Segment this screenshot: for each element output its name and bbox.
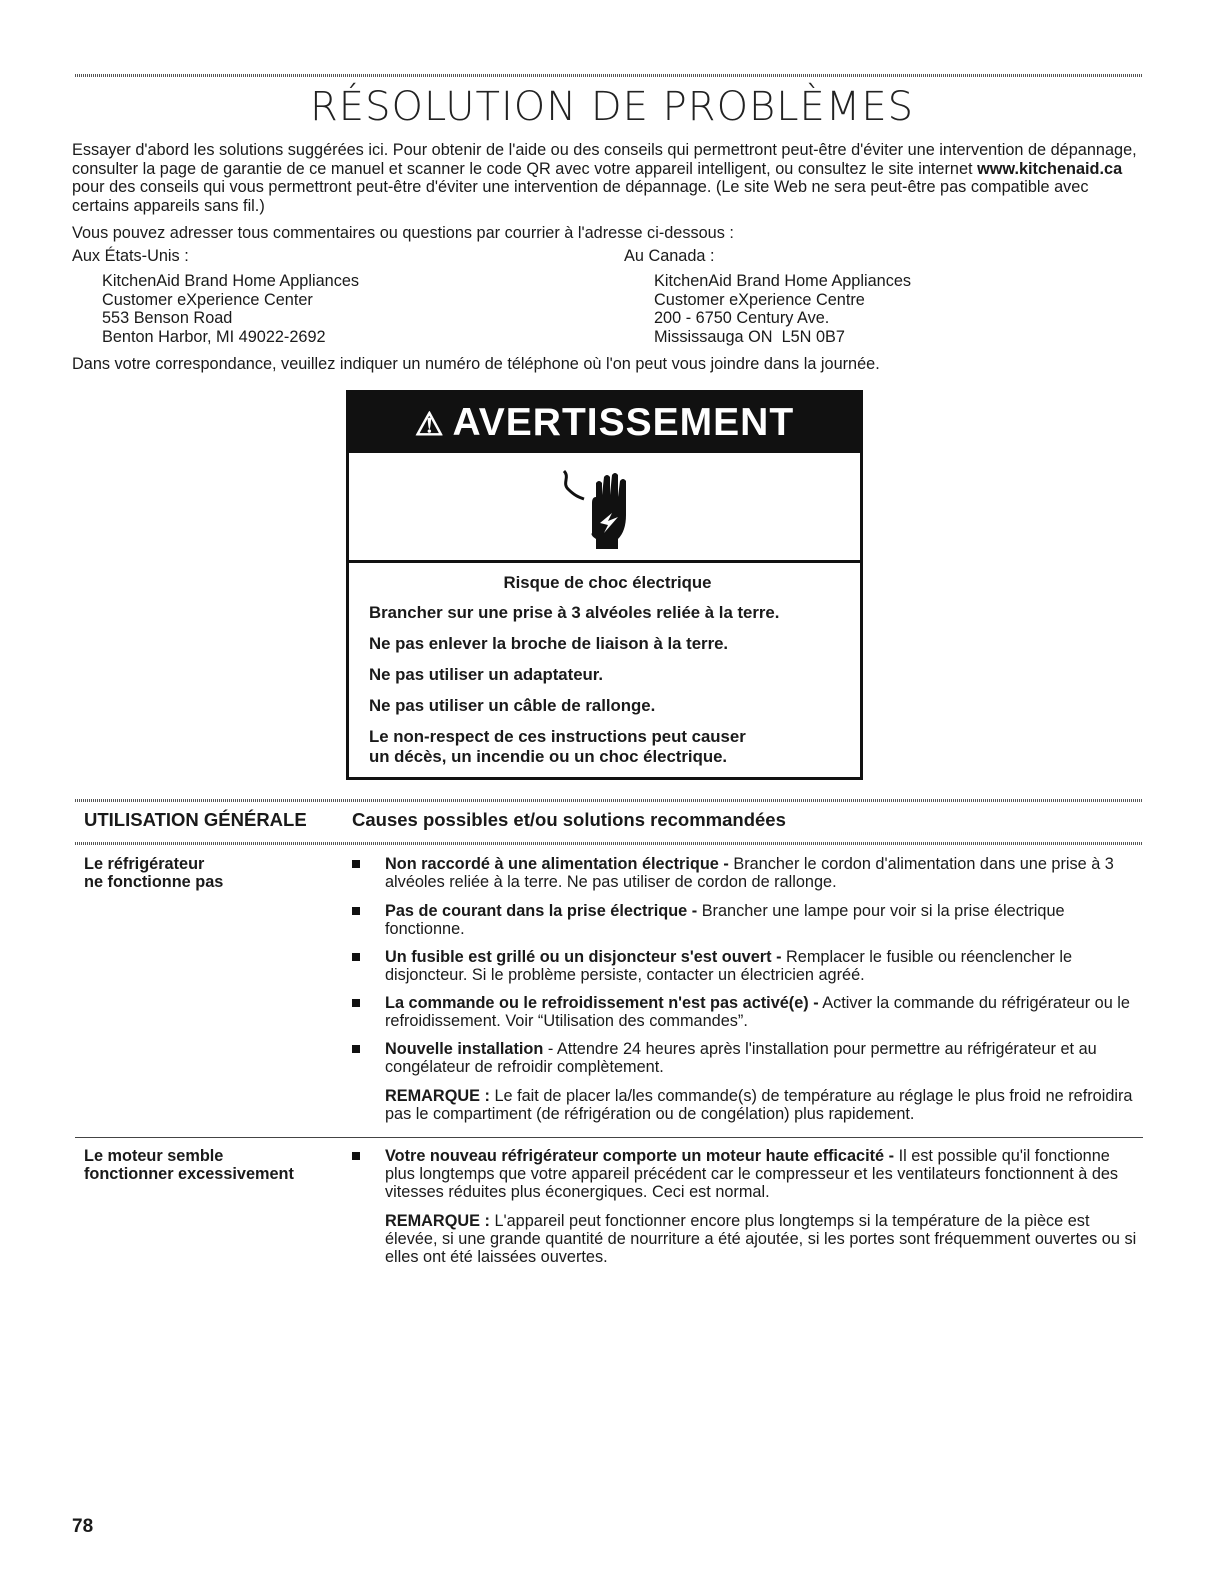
problem-label: Le réfrigérateur ne fonctionne pas xyxy=(84,855,224,891)
intro-paragraph: Essayer d'abord les solutions suggérées ici. Pour obtenir de l'aide ou des conseils qui permettront peut-être d'éviter une intervention de dépannage, consulter la page de garantie de ce manuel et scanner le code QR avec votre appareil intelligent, ou consultez le site internet www.kitchenaid.ca pour des conseils qui vous permettront peut-être d'éviter une intervention de dépannage. (Le site Web ne sera peut-être pas compatible avec certains appareils sans fil.) xyxy=(72,141,1137,215)
warning-box xyxy=(346,390,863,780)
solution-item: Un fusible est grillé ou un disjoncteur s'est ouvert - Remplacer le fusible ou réenclencher le disjoncteur. Si le problème persiste, contacter un électricien agréé. xyxy=(385,948,1073,984)
top-rule xyxy=(75,74,1143,77)
correspondence-paragraph: Dans votre correspondance, veuillez indiquer un numéro de téléphone où l'on peut vous joindre dans la journée. xyxy=(72,355,880,373)
warning-line: Ne pas utiliser un adaptateur. xyxy=(369,665,604,684)
problem-label: Le moteur semble fonctionner excessivement xyxy=(84,1147,294,1183)
solution-item: Pas de courant dans la prise électrique - Brancher une lampe pour voir si la prise électrique fonctionne. xyxy=(385,902,1065,938)
warning-triangle-icon: ⚠ xyxy=(414,406,445,442)
warning-line: Ne pas utiliser un câble de rallonge. xyxy=(369,696,656,715)
warning-line: Le non-respect de ces instructions peut causer xyxy=(369,727,746,746)
bullet xyxy=(352,953,360,961)
mail-paragraph: Vous pouvez adresser tous commentaires ou questions par courrier à l'adresse ci-dessous : xyxy=(72,224,734,242)
row-divider xyxy=(75,1137,1143,1138)
warning-risk-title: Risque de choc électrique xyxy=(503,573,712,592)
warning-line: Brancher sur une prise à 3 alvéoles reliée à la terre. xyxy=(369,603,780,622)
warning-line: un décès, un incendie ou un choc électrique. xyxy=(369,747,728,766)
note: REMARQUE : L'appareil peut fonctionner encore plus longtemps si la température de la pièce est élevée, si une grande quantité de nourriture a été ajoutée, si les portes sont fréquemment ouvertes ou si elles ont été laissées ouvertes. xyxy=(385,1212,1137,1266)
bullet xyxy=(352,860,360,868)
table-header-rule xyxy=(75,842,1143,845)
page-number: 78 xyxy=(72,1516,94,1537)
table-top-rule xyxy=(75,799,1143,802)
solution-item: Non raccordé à une alimentation électrique - Brancher le cordon d'alimentation dans une prise à 3 alvéoles reliée à la terre. Ne pas utiliser de cordon de rallonge. xyxy=(385,855,1114,891)
page-title: RÉSOLUTION DE PROBLÈMES xyxy=(310,84,914,130)
warning-line: Ne pas enlever la broche de liaison à la terre. xyxy=(369,634,729,653)
solution-item: Nouvelle installation - Attendre 24 heures après l'installation pour permettre au réfrigérateur et au congélateur de refroidir complètement. xyxy=(385,1040,1097,1076)
solution-item: Votre nouveau réfrigérateur comporte un moteur haute efficacité - Il est possible qu'il fonctionne plus longtemps que votre appareil précédent car le compresseur et les ventilateurs fonctionnent à des vitesses réduites plus éconergiques. Ceci est normal. xyxy=(385,1147,1119,1201)
electric-shock-hand-icon xyxy=(554,463,644,553)
warning-header: ⚠ AVERTISSEMENT xyxy=(349,393,860,453)
bullet xyxy=(352,907,360,915)
ca-address: KitchenAid Brand Home Appliances Customer eXperience Centre 200 - 6750 Century Ave. Mississauga ON L5N 0B7 xyxy=(654,272,912,346)
column-header-category: UTILISATION GÉNÉRALE xyxy=(84,809,307,830)
column-header-solutions: Causes possibles et/ou solutions recommandées xyxy=(352,809,786,830)
bullet xyxy=(352,1045,360,1053)
solution-item: La commande ou le refroidissement n'est pas activé(e) - Activer la commande du réfrigérateur ou le refroidissement. Voir “Utilisation des commandes”. xyxy=(385,994,1130,1030)
ca-address-heading: Au Canada : xyxy=(624,247,715,265)
website-link[interactable]: www.kitchenaid.ca xyxy=(977,159,1123,178)
bullet xyxy=(352,999,360,1007)
us-address-heading: Aux États-Unis : xyxy=(72,247,189,265)
note: REMARQUE : Le fait de placer la/les commande(s) de température au réglage le plus froid ne refroidira pas le compartiment (de réfrigération ou de congélation) plus rapidement. xyxy=(385,1087,1133,1123)
bullet xyxy=(352,1152,360,1160)
us-address: KitchenAid Brand Home Appliances Customer eXperience Center 553 Benson Road Benton Harbor, MI 49022-2692 xyxy=(102,272,360,346)
